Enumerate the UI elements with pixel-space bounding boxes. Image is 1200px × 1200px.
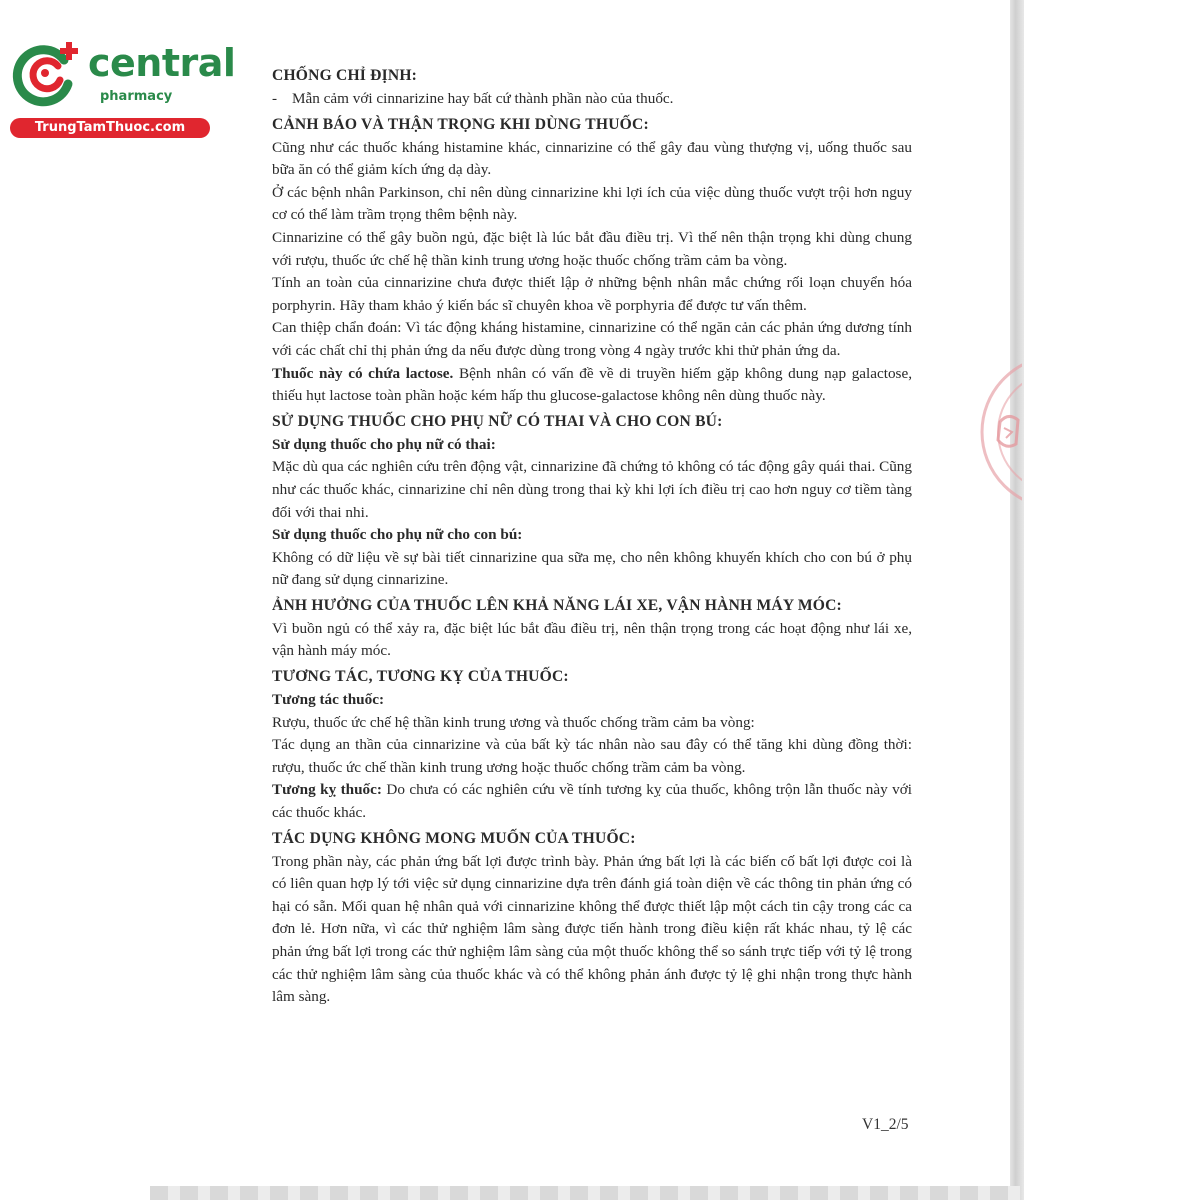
- warnings-paragraph-3: Cinnarizine có thể gây buồn ngủ, đặc biệt là lúc bắt đầu điều trị. Vì thế nên thận trọng khi dùng chung với rượu, thuốc ức chế hệ thần kinh trung ương hoặc thuốc chống trầm cảm ba vòng.: [272, 228, 912, 269]
- bullet-dash: -: [272, 90, 278, 107]
- logo-sub-text: pharmacy: [100, 89, 173, 104]
- warnings-paragraph-5: Can thiệp chẩn đoán: Vì tác động kháng histamine, cinnarizine có thể ngăn cản các phản ứng dương tính với các chất chỉ thị phản ứng da nếu được dùng trong vòng 4 ngày trước khi thử phản ứng da.: [272, 319, 912, 359]
- page-number: V1_2/5: [862, 1116, 909, 1133]
- interactions-heading: TƯƠNG TÁC, TƯƠNG KỴ CỦA THUỐC:: [272, 668, 569, 686]
- contraindication-bullet: [272, 88, 912, 111]
- pregnancy-paragraph: Mặc dù qua các nghiên cứu trên động vật, cinnarizine đã chứng tỏ không có tác động gây quái thai. Cũng như các thuốc khác, cinnarizine chỉ nên dùng trong thai kỳ khi lợi ích điều trị cao hơn nguy cơ tiềm tàng đối với thai nhi.: [272, 458, 912, 521]
- document-body: [272, 62, 912, 1009]
- breastfeeding-paragraph: Không có dữ liệu về sự bài tiết cinnarizine qua sữa mẹ, cho nên không khuyến khích cho con bú ở phụ nữ đang sử dụng cinnarizine.: [272, 548, 912, 589]
- warnings-paragraph-1: Cũng như các thuốc kháng histamine khác, cinnarizine có thể gây đau vùng thượng vị, uống thuốc sau bữa ăn có thể giảm kích ứng dạ dày.: [272, 138, 912, 179]
- scan-bottom-edge: [150, 1186, 1020, 1200]
- lactose-note-bold: Thuốc này có chứa lactose.: [272, 364, 454, 382]
- page-edge: [1010, 0, 1024, 1200]
- bullet-text: Mẫn cảm với cinnarizine hay bất cứ thành phần nào của thuốc.: [292, 90, 674, 107]
- adverse-effects-paragraph: Trong phần này, các phản ứng bất lợi được trình bày. Phản ứng bất lợi là các biến cố bất lợi được coi là có liên quan hợp lý tới việc sử dụng cinnarizine dựa trên đánh giá toàn diện về các thông tin phản ứng có hại có sẵn. Mối quan hệ nhân quả với cinnarizine không thể được thiết lập một cách tin cậy trong các ca đơn lẻ. Hơn nữa, vì các thử nghiệm lâm sàng được tiến hành trong điều kiện rất khác nhau, tỷ lệ các phản ứng bất lợi trong các thử nghiệm lâm sàng của một thuốc không thể so sánh trực tiếp với tỷ lệ trong các thử nghiệm lâm sàng của thuốc khác và có thể không phản ánh được tỷ lệ ghi nhận trong thực hành lâm sàng.: [272, 852, 912, 1006]
- logo-url-badge[interactable]: TrungTamThuoc.com: [10, 118, 210, 138]
- drug-interactions-subheading: Tương tác thuốc:: [272, 691, 385, 709]
- warnings-paragraph-4: Tính an toàn của cinnarizine chưa được thiết lập ở những bệnh nhân mắc chứng rối loạn chuyển hóa porphyrin. Hãy tham khảo ý kiến bác sĩ chuyên khoa về porphyria để được tư vấn thêm.: [272, 274, 912, 314]
- warnings-heading: CẢNH BÁO VÀ THẬN TRỌNG KHI DÙNG THUỐC:: [272, 115, 649, 133]
- warnings-paragraph-6: [272, 363, 912, 408]
- central-pharmacy-logo[interactable]: [10, 38, 236, 138]
- driving-heading: ẢNH HƯỞNG CỦA THUỐC LÊN KHẢ NĂNG LÁI XE, VẬN HÀNH MÁY MÓC:: [272, 596, 842, 614]
- incompatibility-text: Do chưa có các nghiên cứu về tính tương kỵ của thuốc, không trộn lẫn thuốc này với các thuốc khác.: [272, 781, 913, 822]
- page-background-right: [1024, 0, 1200, 1200]
- company-seal-stamp: [978, 352, 1022, 512]
- pharmacy-cross-icon: [12, 38, 82, 108]
- logo-brand-text: central: [88, 41, 236, 85]
- contraindication-heading: CHỐNG CHỈ ĐỊNH:: [272, 67, 418, 84]
- interactions-paragraph-2: Tác dụng an thần của cinnarizine và của bất kỳ tác nhân nào sau đây có thể tăng khi dùng đồng thời: rượu, thuốc ức chế thần kinh trung ương hoặc thuốc chống trầm cảm ba vòng.: [272, 736, 912, 776]
- incompatibility-paragraph: [272, 779, 912, 824]
- pregnancy-subheading: Sử dụng thuốc cho phụ nữ có thai:: [272, 435, 496, 453]
- driving-paragraph: Vì buồn ngủ có thể xảy ra, đặc biệt lúc bắt đầu điều trị, nên thận trọng trong các hoạt động như lái xe, vận hành máy móc.: [272, 619, 912, 660]
- lactose-note-text: Bệnh nhân có vấn đề về di truyền hiếm gặp không dung nạp galactose, thiếu hụt lactose toàn phần hoặc kém hấp thu glucose-galactose không nên dùng thuốc này.: [272, 364, 912, 405]
- pregnancy-heading: SỬ DỤNG THUỐC CHO PHỤ NỮ CÓ THAI VÀ CHO CON BÚ:: [272, 412, 723, 430]
- interactions-paragraph-1: Rượu, thuốc ức chế hệ thần kinh trung ương và thuốc chống trầm cảm ba vòng:: [272, 713, 755, 731]
- incompatibility-label: Tương kỵ thuốc:: [272, 781, 382, 799]
- adverse-effects-heading: TÁC DỤNG KHÔNG MONG MUỐN CỦA THUỐC:: [272, 829, 636, 847]
- breastfeeding-subheading: Sử dụng thuốc cho phụ nữ cho con bú:: [272, 526, 523, 544]
- warnings-paragraph-2: Ở các bệnh nhân Parkinson, chỉ nên dùng cinnarizine khi lợi ích của việc dùng thuốc vượt trội hơn nguy cơ có thể làm trầm trọng thêm bệnh này.: [272, 183, 912, 224]
